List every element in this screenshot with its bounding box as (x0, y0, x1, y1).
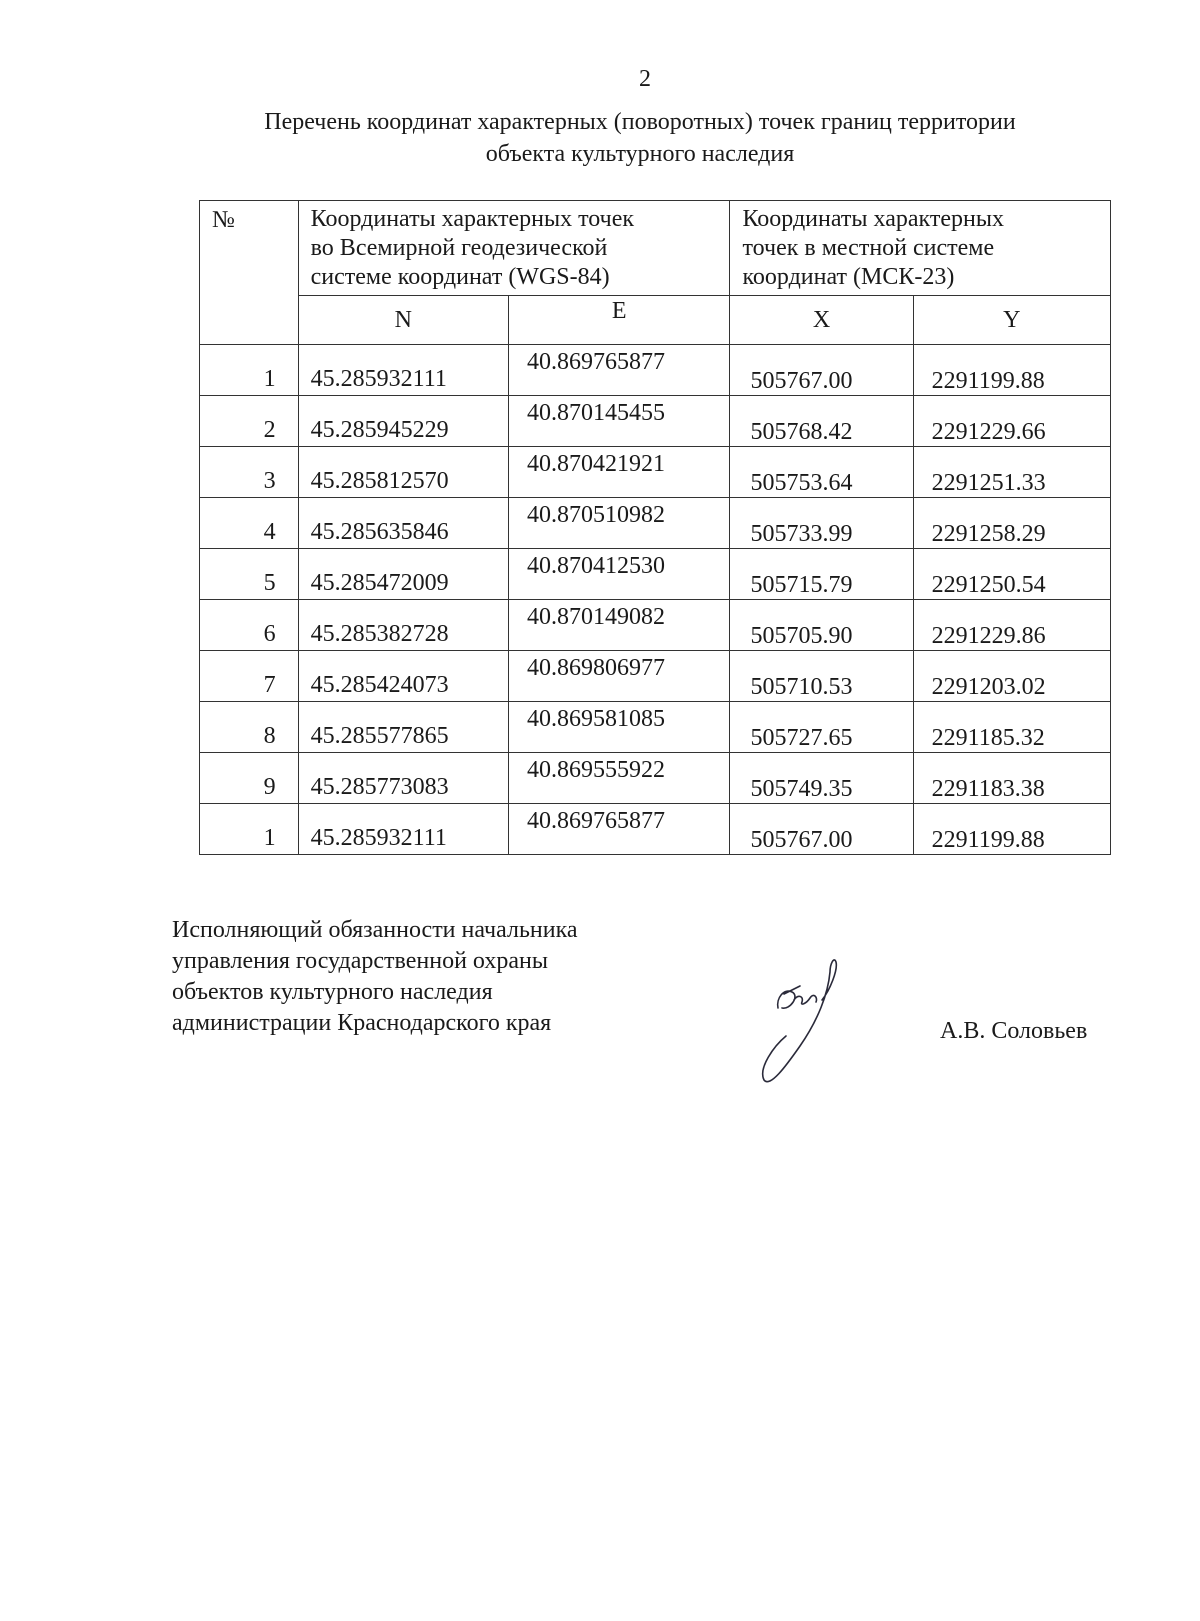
cell-n: 45.285945229 (298, 396, 508, 447)
cell-point-number: 9 (200, 753, 299, 804)
cell-y: 2291251.33 (913, 447, 1110, 498)
cell-e: 40.870412530 (509, 549, 730, 600)
cell-y: 2291199.88 (913, 804, 1110, 855)
signer-position-line: администрации Краснодарского края (172, 1010, 552, 1036)
signer-position (172, 915, 692, 1039)
cell-y: 2291199.88 (913, 345, 1110, 396)
cell-n: 45.285382728 (298, 600, 508, 651)
page-number: 2 (639, 66, 651, 92)
table-row (200, 549, 1111, 600)
header-x: X (730, 296, 913, 345)
header-wgs84-line: Координаты характерных точек (310, 206, 635, 232)
cell-n: 45.285635846 (298, 498, 508, 549)
cell-y: 2291229.66 (913, 396, 1110, 447)
cell-point-number: 6 (200, 600, 299, 651)
table-header-row (200, 201, 1111, 296)
cell-point-number: 3 (200, 447, 299, 498)
cell-x: 505753.64 (730, 447, 913, 498)
table-row (200, 447, 1111, 498)
table-row (200, 804, 1111, 855)
header-n: N (298, 296, 508, 345)
cell-n: 45.285773083 (298, 753, 508, 804)
header-msk23-line: координат (МСК-23) (742, 264, 955, 290)
cell-point-number: 7 (200, 651, 299, 702)
table-row (200, 345, 1111, 396)
cell-x: 505727.65 (730, 702, 913, 753)
title-line-2: объекта культурного наследия (485, 141, 795, 167)
header-number: № (200, 201, 299, 345)
cell-n: 45.285424073 (298, 651, 508, 702)
cell-y: 2291203.02 (913, 651, 1110, 702)
cell-x: 505715.79 (730, 549, 913, 600)
cell-y: 2291229.86 (913, 600, 1110, 651)
signer-position-line: управления государственной охраны (172, 948, 548, 974)
cell-x: 505749.35 (730, 753, 913, 804)
cell-n: 45.285812570 (298, 447, 508, 498)
header-msk23-line: точек в местной системе (742, 235, 995, 261)
table-row (200, 600, 1111, 651)
cell-e: 40.870145455 (509, 396, 730, 447)
header-y: Y (913, 296, 1110, 345)
cell-point-number: 4 (200, 498, 299, 549)
table-row (200, 498, 1111, 549)
signer-name: А.В. Соловьев (940, 1018, 1088, 1044)
table-row (200, 702, 1111, 753)
cell-e: 40.869581085 (509, 702, 730, 753)
cell-point-number: 2 (200, 396, 299, 447)
cell-y: 2291258.29 (913, 498, 1110, 549)
cell-point-number: 1 (200, 345, 299, 396)
cell-y: 2291250.54 (913, 549, 1110, 600)
cell-e: 40.870421921 (509, 447, 730, 498)
cell-point-number: 1 (200, 804, 299, 855)
header-msk23-line: Координаты характерных (742, 206, 1004, 232)
table-row (200, 651, 1111, 702)
table-body (200, 345, 1111, 855)
cell-e: 40.869765877 (509, 804, 730, 855)
header-e: E (509, 296, 730, 345)
signer-position-line: объектов культурного наследия (172, 979, 493, 1005)
cell-n: 45.285577865 (298, 702, 508, 753)
cell-y: 2291183.38 (913, 753, 1110, 804)
table-row (200, 396, 1111, 447)
title-line-1: Перечень координат характерных (поворотных) точек границ территории (264, 109, 1016, 135)
table-subheader-row (200, 296, 1111, 345)
table-row (200, 753, 1111, 804)
cell-n: 45.285472009 (298, 549, 508, 600)
header-msk23-group (730, 201, 1111, 296)
cell-point-number: 8 (200, 702, 299, 753)
cell-x: 505768.42 (730, 396, 913, 447)
cell-x: 505767.00 (730, 345, 913, 396)
cell-x: 505733.99 (730, 498, 913, 549)
coordinates-table (199, 200, 1111, 855)
cell-e: 40.870510982 (509, 498, 730, 549)
document-title (190, 106, 1090, 170)
cell-e: 40.869555922 (509, 753, 730, 804)
cell-e: 40.870149082 (509, 600, 730, 651)
cell-point-number: 5 (200, 549, 299, 600)
header-wgs84-group (298, 201, 730, 296)
cell-x: 505710.53 (730, 651, 913, 702)
signer-position-line: Исполняющий обязанности начальника (172, 917, 578, 943)
cell-e: 40.869806977 (509, 651, 730, 702)
cell-e: 40.869765877 (509, 345, 730, 396)
header-wgs84-line: системе координат (WGS-84) (310, 264, 610, 290)
cell-n: 45.285932111 (298, 804, 508, 855)
signature-icon (760, 950, 870, 1090)
cell-y: 2291185.32 (913, 702, 1110, 753)
cell-x: 505767.00 (730, 804, 913, 855)
header-wgs84-line: во Всемирной геодезической (310, 235, 608, 261)
cell-n: 45.285932111 (298, 345, 508, 396)
cell-x: 505705.90 (730, 600, 913, 651)
